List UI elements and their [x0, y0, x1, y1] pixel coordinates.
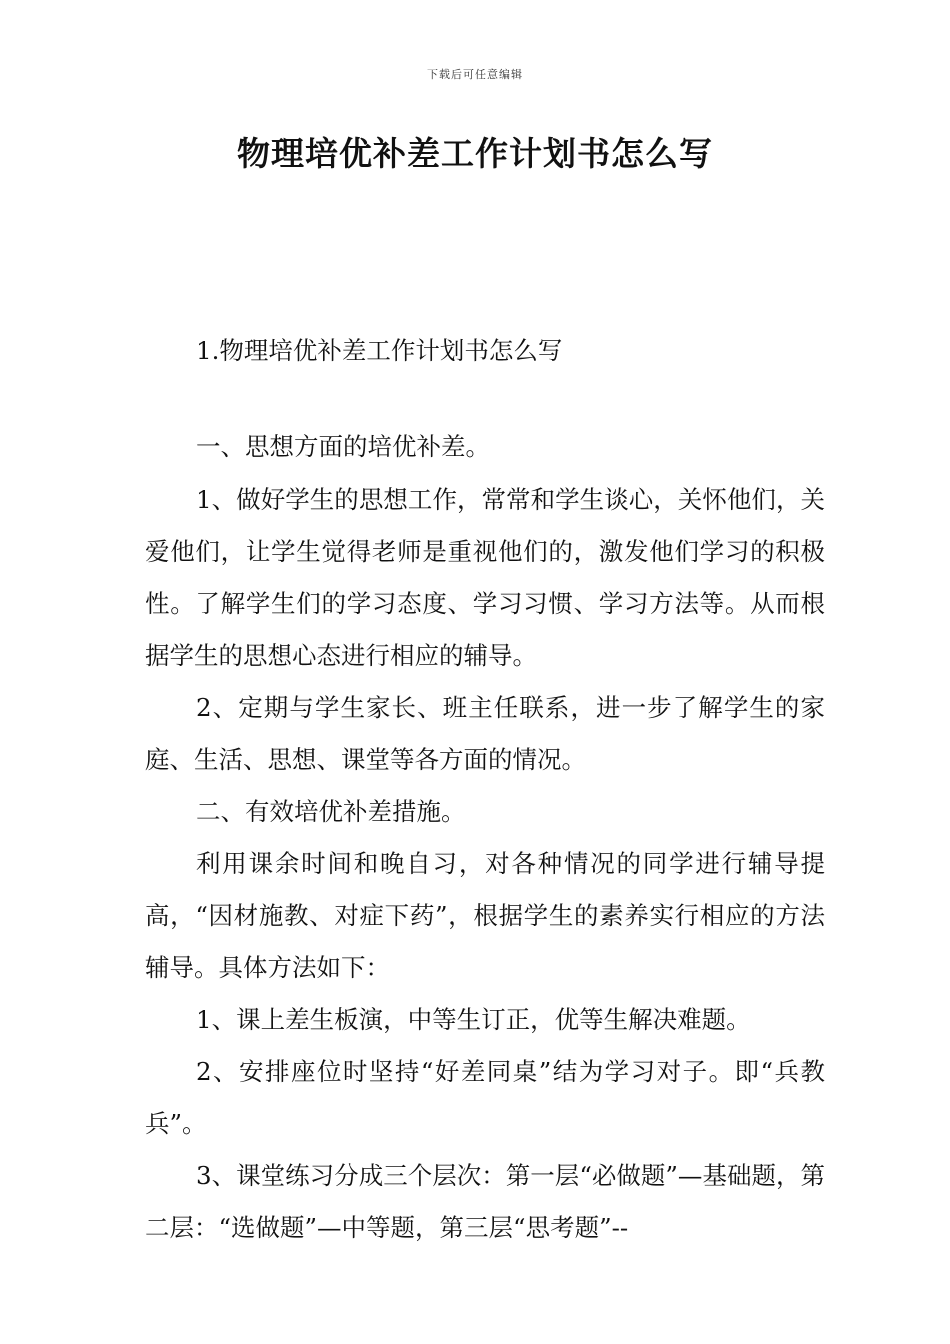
- list-item-exercise-levels: 3、课堂练习分成三个层次：第一层“必做题”—基础题，第二层：“选做题”—中等题，第三层“思考题”--: [145, 1161, 825, 1242]
- section-subtitle: 1.物理培优补差工作计划书怎么写: [196, 336, 563, 365]
- document-body: [145, 421, 825, 1254]
- section-heading-measures: 二、有效培优补差措施。: [196, 797, 466, 826]
- paragraph-after-class-tutoring: 利用课余时间和晚自习，对各种情况的同学进行辅导提高，“因材施教、对症下药”，根据学生的素养实行相应的方法辅导。具体方法如下：: [145, 849, 825, 982]
- list-item-seating-pairs: 2、安排座位时坚持“好差同桌”结为学习对子。即“兵教兵”。: [145, 1057, 825, 1138]
- list-item-board-practice: 1、课上差生板演，中等生订正，优等生解决难题。: [196, 1005, 751, 1034]
- paragraph-contact-parents: 2、定期与学生家长、班主任联系，进一步了解学生的家庭、生活、思想、课堂等各方面的情况。: [145, 693, 825, 774]
- header-note: 下载后可任意编辑: [427, 68, 523, 81]
- document-title: 物理培优补差工作计划书怎么写: [237, 134, 713, 173]
- paragraph-thought-work: 1、做好学生的思想工作，常常和学生谈心，关怀他们，关爱他们，让学生觉得老师是重视他们的，激发他们学习的积极性。了解学生们的学习态度、学习习惯、学习方法等。从而根据学生的思想心态进行相应的辅导。: [145, 485, 825, 670]
- section-heading-thought: 一、思想方面的培优补差。: [196, 432, 490, 461]
